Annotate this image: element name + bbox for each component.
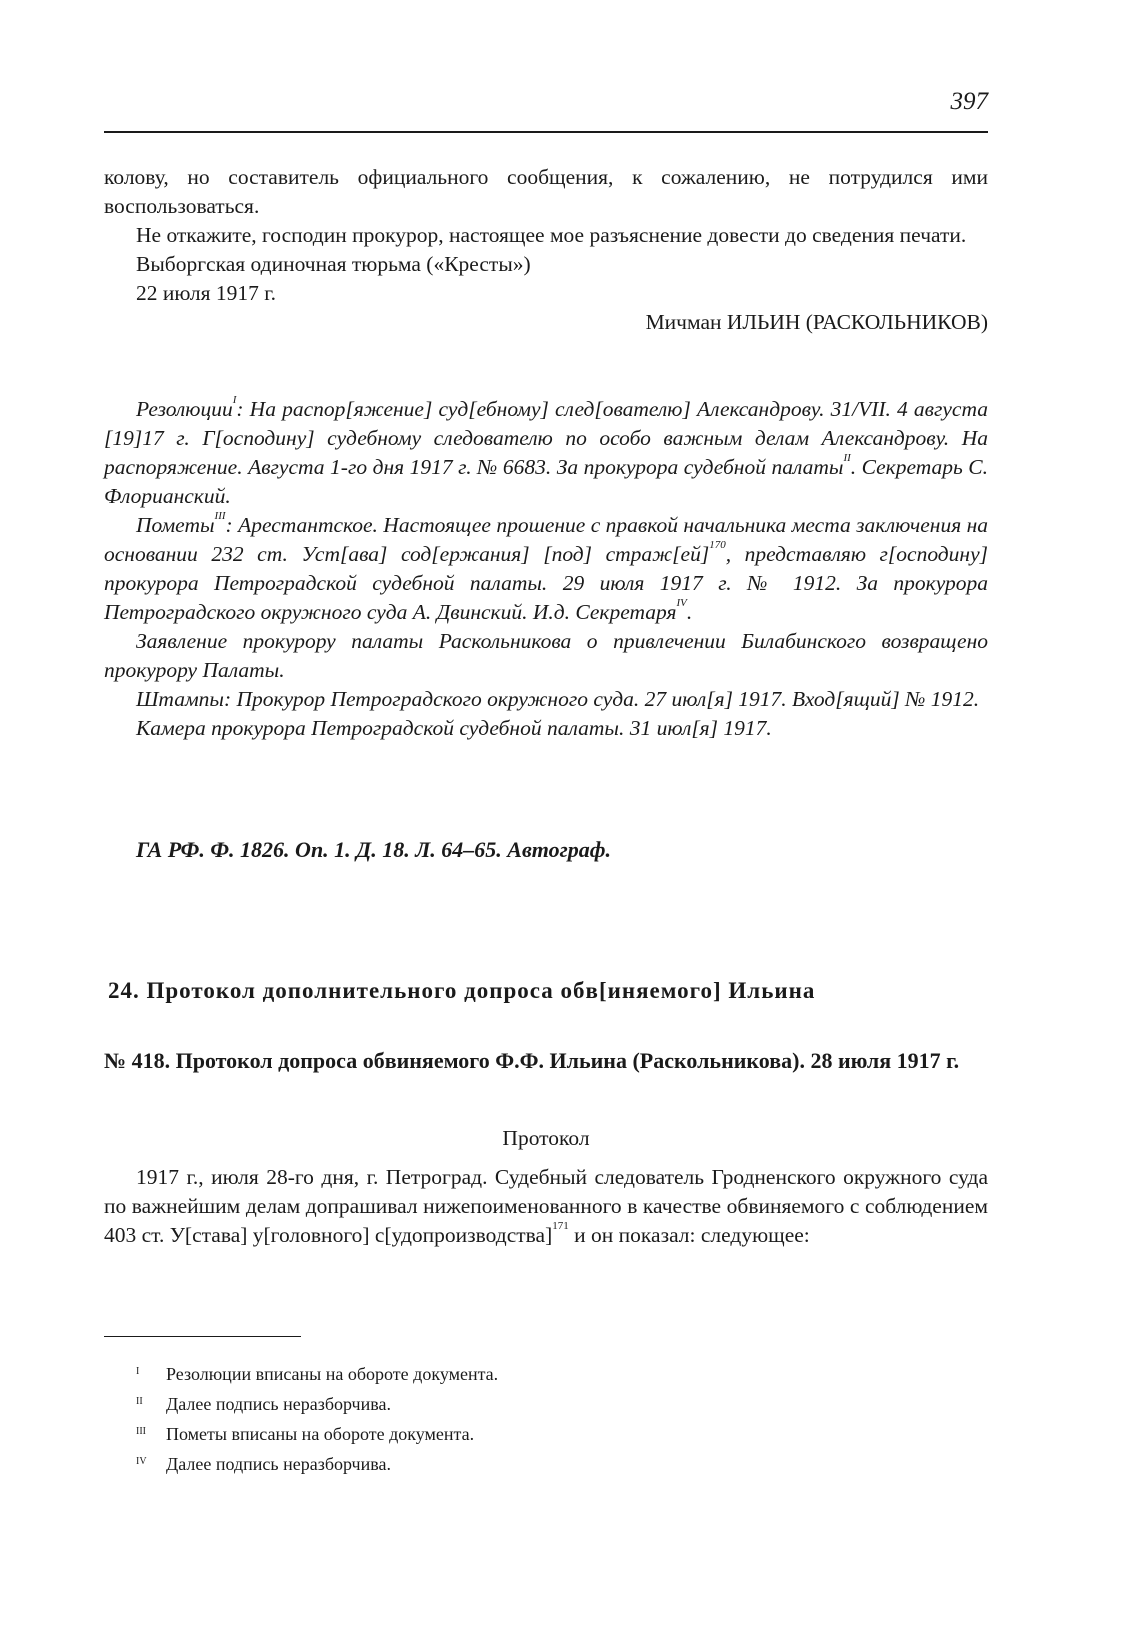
- footnote-text: Пометы вписаны на обороте документа.: [166, 1424, 475, 1444]
- footnote: [104, 1359, 988, 1389]
- footnote-rule: [104, 1336, 301, 1337]
- footnote-mark: III: [136, 1426, 146, 1437]
- annotations: [104, 395, 988, 743]
- footnote-text: Далее подпись неразборчива.: [166, 1394, 391, 1414]
- footnote: [104, 1389, 988, 1419]
- resolutions-text-1: : На распор[яжение] суд[ебному] след[ователю] Александрову. 31/VII. 4 августа [19]17 г. Г[осподину] судебному следователю по особо важным делам Александрову. На распоряжение. Августа 1-го дня 1917 г. № 6683. За прокурора судебной палаты: [104, 397, 988, 479]
- marks-text-3: .: [686, 600, 693, 624]
- footnote-ref-ii: II: [843, 452, 851, 464]
- resolutions-label: Резолюции: [136, 397, 233, 421]
- page-number: 397: [950, 88, 988, 115]
- note-ref-170: 170: [709, 539, 726, 551]
- archive-reference: ГА РФ. Ф. 1826. Оп. 1. Д. 18. Л. 64–65. Автограф.: [136, 837, 611, 862]
- letter-place: Выборгская одиночная тюрьма («Кресты»): [136, 252, 531, 276]
- footnote-ref-i: I: [232, 394, 237, 406]
- footnote: [104, 1449, 988, 1479]
- stamps-paragraph: Штампы: Прокурор Петроградского окружного суда. 27 июл[я] 1917. Вход[ящий] № 1912.: [136, 687, 980, 711]
- footnotes: [104, 1359, 988, 1479]
- marks-paragraph: [104, 511, 988, 627]
- protocol-text-1: 1917 г., июля 28-го дня, г. Петроград. Судебный следователь Гродненского окружного суда по важнейшим делам допрашивал нижепоименованного в качестве обвиняемого с соблюдением 403 ст. У[става] у[головного] с[удопроизводства]: [104, 1165, 988, 1247]
- chamber-paragraph: Камера прокурора Петроградской судебной палаты. 31 июл[я] 1917.: [136, 716, 772, 740]
- marks-text-2: , представляю г[осподину] прокурора Петроградской судебной палаты. 29 июля 1917 г. № 1912. За прокурора Петроградского окружного суда А. Двинский. И.д. Секретаря: [104, 542, 989, 624]
- letter-paragraph-2: Не откажите, господин прокурор, настоящее мое разъяснение довести до сведения печати.: [136, 223, 967, 247]
- protocol-text-2: и он показал: следующее:: [568, 1223, 810, 1247]
- statement-paragraph: Заявление прокурору палаты Раскольникова о привлечении Билабинского возвращено прокурору Палаты.: [104, 629, 988, 682]
- resolutions-text-2: . Секретарь С. Флорианский.: [104, 455, 988, 508]
- section-title: 24. Протокол дополнительного допроса обв[иняемого] Ильина: [108, 978, 816, 1003]
- resolutions-paragraph: [104, 395, 988, 511]
- document-title: № 418. Протокол допроса обвиняемого Ф.Ф. Ильина (Раскольникова). 28 июля 1917 г.: [104, 1048, 960, 1073]
- marks-text-1: : Арестантское. Настоящее прошение с правкой начальника места заключения на основании 232 ст. Уст[ава] сод[ержания] [под] страж[ей]: [104, 513, 988, 566]
- letter-paragraph-1: колову, но составитель официального сообщения, к сожалению, не потрудился ими воспользоваться.: [104, 165, 988, 218]
- footnote-ref-iv: IV: [676, 597, 687, 609]
- protocol-body: [104, 1163, 988, 1250]
- footnote: [104, 1419, 988, 1449]
- footnote-text: Резолюции вписаны на обороте документа.: [166, 1364, 499, 1384]
- note-ref-171: 171: [552, 1220, 569, 1232]
- marks-label: Пометы: [136, 513, 215, 537]
- footnote-text: Далее подпись неразборчива.: [166, 1454, 391, 1474]
- letter-date: 22 июля 1917 г.: [136, 281, 277, 305]
- footnote-mark: IV: [136, 1456, 147, 1467]
- protocol-paragraph: [104, 1163, 988, 1250]
- footnote-mark: I: [136, 1366, 140, 1377]
- letter-closing: [104, 163, 988, 337]
- footnote-mark: II: [136, 1396, 143, 1407]
- protocol-heading: Протокол: [502, 1126, 590, 1150]
- header-rule: [104, 131, 988, 133]
- letter-signature: Мичман ИЛЬИН (РАСКОЛЬНИКОВ): [645, 310, 988, 334]
- footnote-ref-iii: III: [214, 510, 226, 522]
